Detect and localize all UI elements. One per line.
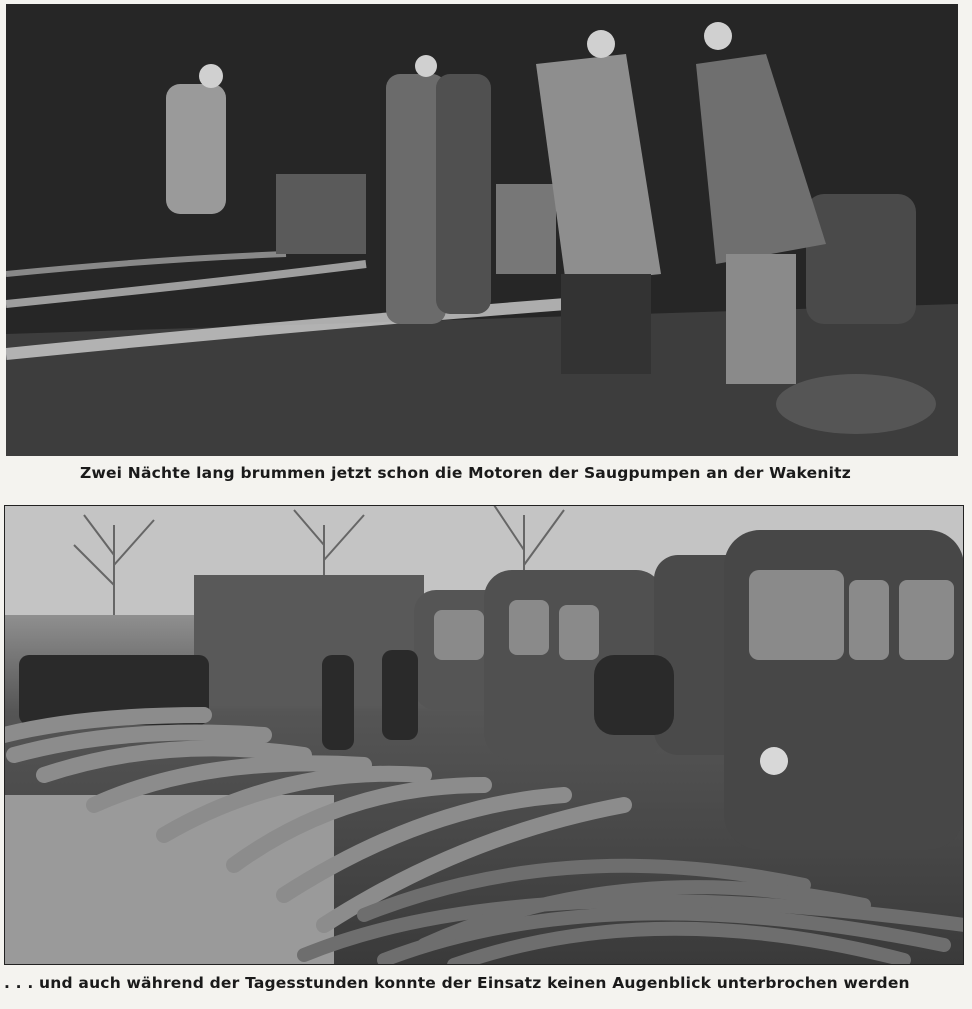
photo-daytime-fire-trucks (4, 505, 964, 965)
caption-bottom: . . . und auch während der Tagesstunden konnte der Einsatz keinen Augenblick unterbrochen werden (4, 974, 910, 992)
photo-night-pumps (6, 4, 958, 456)
caption-top: Zwei Nächte lang brummen jetzt schon die Motoren der Saugpumpen an der Wakenitz (80, 464, 851, 482)
